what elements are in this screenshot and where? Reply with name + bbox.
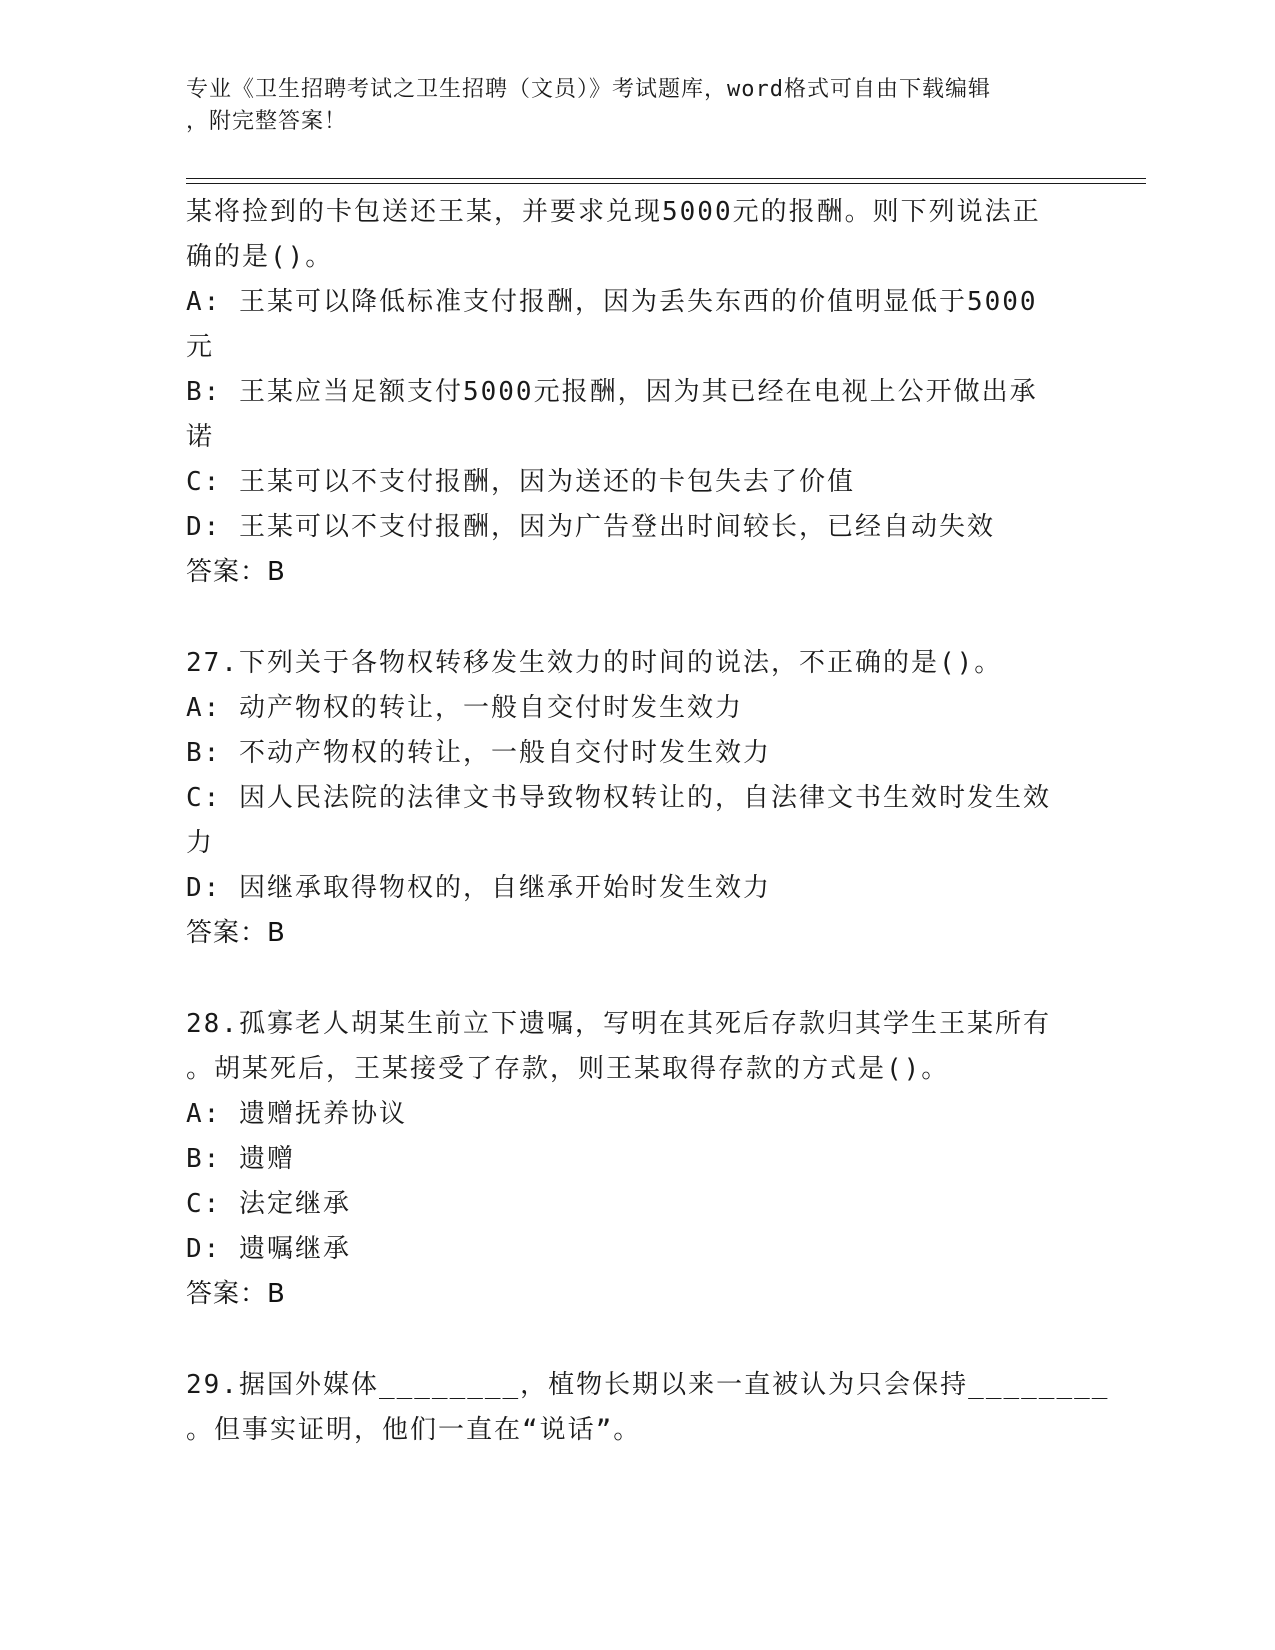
question-spacer xyxy=(186,1317,1086,1363)
question-stem: 27.下列关于各物权转移发生效力的时间的说法，不正确的是()。 xyxy=(186,648,1003,678)
answer-line: 答案：B xyxy=(186,557,286,587)
document-header xyxy=(186,74,1066,138)
option-b-continuation: 诺 xyxy=(186,422,215,452)
question-27 xyxy=(186,641,1086,956)
option-a: A: 遗赠抚养协议 xyxy=(186,1099,407,1129)
question-spacer xyxy=(186,956,1086,1002)
option-b: B: 王某应当足额支付5000元报酬，因为其已经在电视上公开做出承 xyxy=(186,377,1038,407)
question-stem-continuation: 。但事实证明，他们一直在“说话”。 xyxy=(186,1415,642,1445)
question-stem: 29.据国外媒体________，植物长期以来一直被认为只会保持________ xyxy=(186,1370,1110,1400)
header-title-line: 专业《卫生招聘考试之卫生招聘（文员）》考试题库，word格式可自由下载编辑 xyxy=(186,77,991,102)
option-b: B: 遗赠 xyxy=(186,1144,295,1174)
question-list xyxy=(186,190,1110,1453)
option-d: D: 因继承取得物权的，自继承开始时发生效力 xyxy=(186,873,771,903)
option-d: D: 遗嘱继承 xyxy=(186,1234,351,1264)
option-a: A: 动产物权的转让，一般自交付时发生效力 xyxy=(186,693,743,723)
question-stem: 某将捡到的卡包送还王某，并要求兑现5000元的报酬。则下列说法正 xyxy=(186,197,1041,227)
header-title-continuation: ，附完整答案！ xyxy=(186,109,348,134)
header-divider-bottom xyxy=(186,183,1146,184)
option-c: C: 王某可以不支付报酬，因为送还的卡包失去了价值 xyxy=(186,467,855,497)
question-28 xyxy=(186,1002,1086,1317)
answer-line: 答案：B xyxy=(186,918,286,948)
question-stem-continuation: 确的是()。 xyxy=(186,242,334,272)
answer-line: 答案：B xyxy=(186,1279,286,1309)
question-stem-continuation: 。胡某死后，王某接受了存款，则王某取得存款的方式是()。 xyxy=(186,1054,950,1084)
question-26 xyxy=(186,190,1086,595)
question-stem: 28.孤寡老人胡某生前立下遗嘱，写明在其死后存款归其学生王某所有 xyxy=(186,1009,1051,1039)
option-c-continuation: 力 xyxy=(186,828,215,858)
question-29 xyxy=(186,1363,1110,1453)
option-b: B: 不动产物权的转让，一般自交付时发生效力 xyxy=(186,738,771,768)
question-spacer xyxy=(186,595,1086,641)
option-a: A: 王某可以降低标准支付报酬，因为丢失东西的价值明显低于5000 xyxy=(186,287,1038,317)
option-c: C: 法定继承 xyxy=(186,1189,351,1219)
option-c: C: 因人民法院的法律文书导致物权转让的，自法律文书生效时发生效 xyxy=(186,783,1051,813)
option-d: D: 王某可以不支付报酬，因为广告登出时间较长，已经自动失效 xyxy=(186,512,995,542)
option-a-continuation: 元 xyxy=(186,332,215,362)
header-divider-top xyxy=(186,178,1146,179)
